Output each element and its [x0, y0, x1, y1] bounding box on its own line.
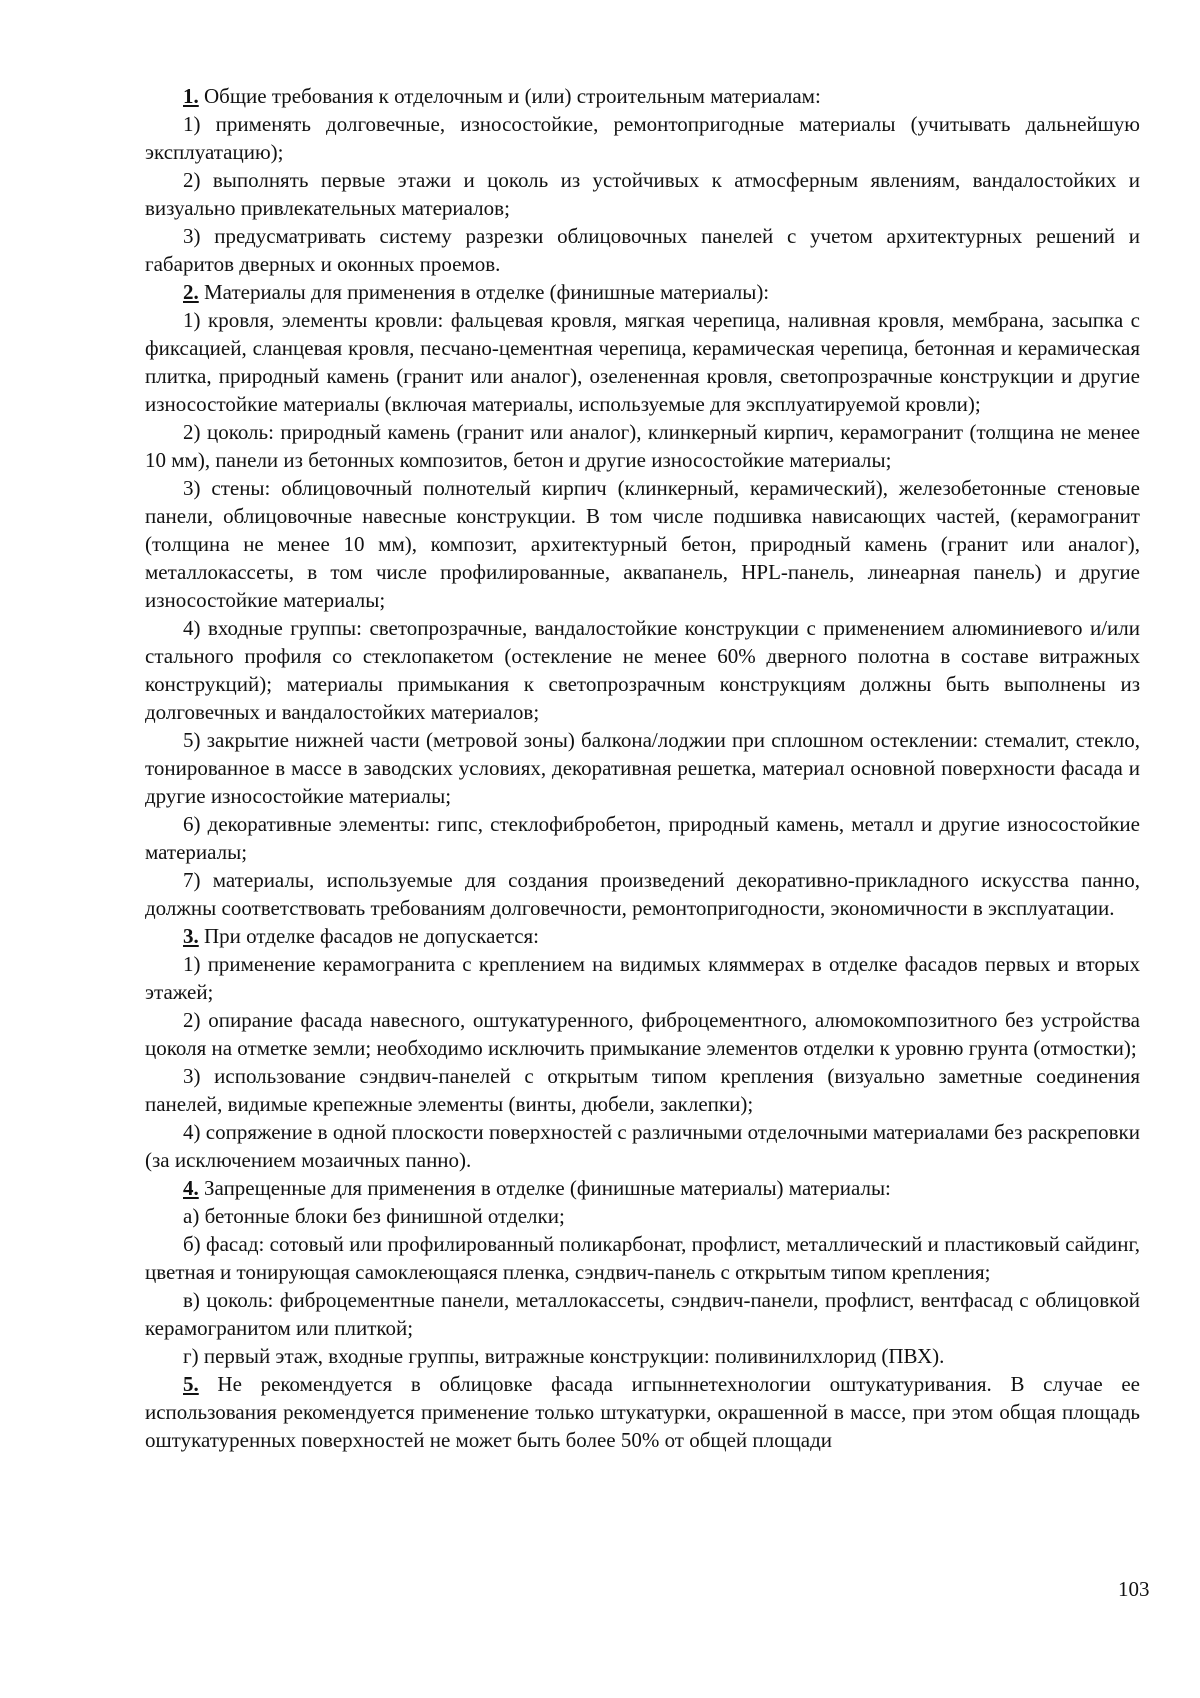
- section-4-heading-text: Запрещенные для применения в отделке (финишные материалы) материалы:: [198, 1176, 891, 1200]
- section-3-item-3: 3) использование сэндвич-панелей с открытым типом крепления (визуально заметные соединения панелей, видимые крепежные элементы (винты, дюбели, заклепки);: [145, 1064, 1140, 1116]
- section-1-item-3: 3) предусматривать систему разрезки облицовочных панелей с учетом архитектурных решений и габаритов дверных и оконных проемов.: [145, 224, 1140, 276]
- section-2-item-1: 1) кровля, элементы кровли: фальцевая кровля, мягкая черепица, наливная кровля, мембрана, засыпка с фиксацией, сланцевая кровля, песчано-цементная черепица, керамическая черепица, бетонная и керамическая плитка, природный камень (гранит или аналог), озелененная кровля, светопрозрачные конструкции и другие износостойкие материалы (включая материалы, используемые для эксплуатируемой кровли);: [145, 308, 1140, 416]
- section-2-heading: [145, 278, 1140, 306]
- section-1-heading-text: Общие требования к отделочным и (или) строительным материалам:: [198, 84, 821, 108]
- section-1-item-1: 1) применять долговечные, износостойкие, ремонтопригодные материалы (учитывать дальнейшую эксплуатацию);: [145, 112, 1140, 164]
- section-1-item-2: 2) выполнять первые этажи и цоколь из устойчивых к атмосферным явлениям, вандалостойких и визуально привлекательных материалов;: [145, 168, 1140, 220]
- section-2-item-5: 5) закрытие нижней части (метровой зоны) балкона/лоджии при сплошном остеклении: стемалит, стекло, тонированное в массе в заводских условиях, декоративная решетка, материал основной поверхности фасада и другие износостойкие материалы;: [145, 728, 1140, 808]
- section-4-heading: [145, 1174, 1140, 1202]
- page-number: 103: [1118, 1577, 1150, 1601]
- section-2-item-4: 4) входные группы: светопрозрачные, вандалостойкие конструкции с применением алюминиевого и/или стального профиля со стеклопакетом (остекление не менее 60% дверного полотна в составе витражных конструкций); материалы примыкания к светопрозрачным конструкциям должны быть выполнены из долговечных и вандалостойких материалов;: [145, 616, 1140, 724]
- section-3-item-1: 1) применение керамогранита с креплением на видимых кляммерах в отделке фасадов первых и вторых этажей;: [145, 952, 1140, 1004]
- section-5-heading: [145, 1370, 1140, 1454]
- section-4-item-b: б) фасад: сотовый или профилированный поликарбонат, профлист, металлический и пластиковый сайдинг, цветная и тонирующая самоклеющаяся пленка, сэндвич-панель с открытым типом крепления;: [145, 1232, 1140, 1284]
- section-4-number: 4.: [183, 1176, 199, 1200]
- section-4-item-g: г) первый этаж, входные группы, витражные конструкции: поливинилхлорид (ПВХ).: [183, 1344, 945, 1368]
- section-2-item-6: 6) декоративные элементы: гипс, стеклофибробетон, природный камень, металл и другие износостойкие материалы;: [145, 812, 1140, 864]
- section-3-number: 3.: [183, 924, 199, 948]
- section-2-item-3: 3) стены: облицовочный полнотелый кирпич (клинкерный, керамический), железобетонные стеновые панели, облицовочные навесные конструкции. В том числе подшивка нависающих частей, (керамогранит (толщина не менее 10 мм), композит, архитектурный бетон, природный камень (гранит или аналог), металлокассеты, в том числе профилированные, аквапанель, HPL-панель, линеарная панель) и другие износостойкие материалы;: [145, 476, 1140, 612]
- section-3-heading-text: При отделке фасадов не допускается:: [198, 924, 540, 948]
- section-4-item-v: в) цоколь: фиброцементные панели, металлокассеты, сэндвич-панели, профлист, вентфасад с облицовкой керамогранитом или плиткой;: [145, 1288, 1140, 1340]
- section-2-heading-text: Материалы для применения в отделке (финишные материалы):: [198, 280, 770, 304]
- section-4-item-a: а) бетонные блоки без финишной отделки;: [183, 1204, 565, 1228]
- section-3-item-4: 4) сопряжение в одной плоскости поверхностей с различными отделочными материалами без раскреповки (за исключением мозаичных панно).: [145, 1120, 1140, 1172]
- section-1-heading: [145, 82, 1140, 110]
- section-1-number: 1.: [183, 84, 199, 108]
- document-page: [145, 82, 1140, 1454]
- section-3-heading: [145, 922, 1140, 950]
- section-5-heading-text: Не рекомендуется в облицовке фасада игпыннетехнологии оштукатуривания. В случае ее использования рекомендуется применение только штукатурки, окрашенной в массе, при этом общая площадь оштукатуренных поверхностей не может быть более 50% от общей площади: [145, 1372, 1140, 1452]
- section-2-number: 2.: [183, 280, 199, 304]
- section-5-number: 5.: [183, 1372, 199, 1396]
- section-2-item-2: 2) цоколь: природный камень (гранит или аналог), клинкерный кирпич, керамогранит (толщина не менее 10 мм), панели из бетонных композитов, бетон и другие износостойкие материалы;: [145, 420, 1140, 472]
- section-2-item-7: 7) материалы, используемые для создания произведений декоративно-прикладного искусства панно, должны соответствовать требованиям долговечности, ремонтопригодности, экономичности в эксплуатации.: [145, 868, 1140, 920]
- section-3-item-2: 2) опирание фасада навесного, оштукатуренного, фиброцементного, алюмокомпозитного без устройства цоколя на отметке земли; необходимо исключить примыкание элементов отделки к уровню грунта (отмостки);: [145, 1008, 1140, 1060]
